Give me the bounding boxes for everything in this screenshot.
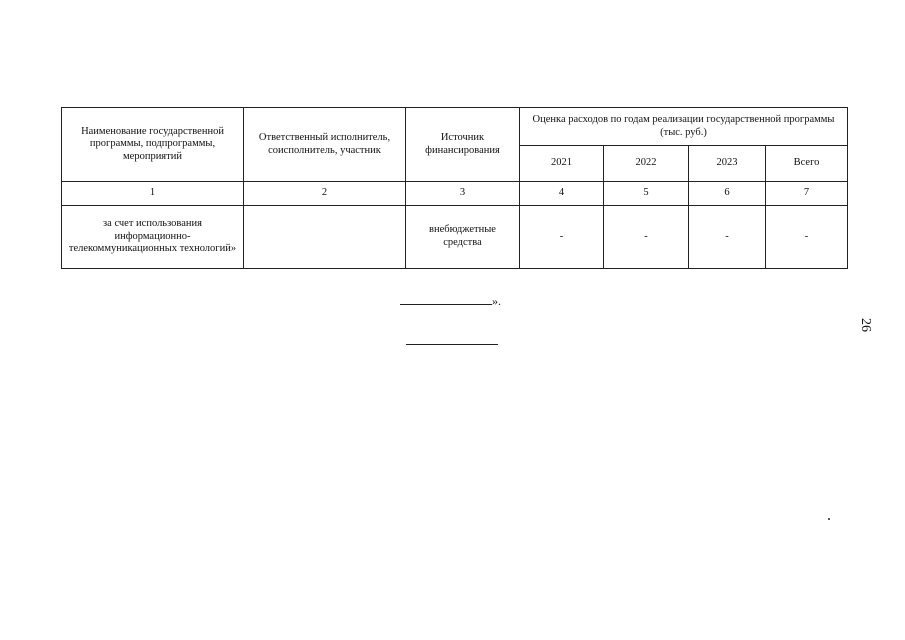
header-total: Всего xyxy=(766,146,848,182)
row-value-2023: - xyxy=(689,206,766,269)
column-number: 3 xyxy=(406,182,520,206)
column-number: 2 xyxy=(244,182,406,206)
budget-table xyxy=(61,107,848,269)
row-value-total: - xyxy=(766,206,848,269)
column-number: 6 xyxy=(689,182,766,206)
closing-quote: ». xyxy=(492,294,501,308)
page-number: 26 xyxy=(858,318,873,332)
closing-mark xyxy=(400,293,501,309)
header-expense-estimate: Оценка расходов по годам реализации государственной программы (тыс. руб.) xyxy=(520,108,848,146)
row-funding-source: внебюджетные средства xyxy=(406,206,520,269)
row-value-2021: - xyxy=(520,206,604,269)
header-year: 2022 xyxy=(604,146,689,182)
column-number: 5 xyxy=(604,182,689,206)
row-executor xyxy=(244,206,406,269)
table-row xyxy=(62,206,848,269)
end-rule xyxy=(406,344,498,345)
blank-line xyxy=(400,293,492,305)
column-number: 7 xyxy=(766,182,848,206)
column-numbers-row xyxy=(62,182,848,206)
header-program-name: Наименование государственной программы, подпрограммы, мероприятий xyxy=(62,108,244,182)
table-header-row xyxy=(62,108,848,146)
header-funding-source: Источник финансирования xyxy=(406,108,520,182)
column-number: 4 xyxy=(520,182,604,206)
header-year: 2023 xyxy=(689,146,766,182)
row-value-2022: - xyxy=(604,206,689,269)
scan-speck xyxy=(828,518,830,520)
row-program-name: за счет использования информационно-телекоммуникационных технологий» xyxy=(62,206,244,269)
header-year: 2021 xyxy=(520,146,604,182)
header-executor: Ответственный исполнитель, соисполнитель, участник xyxy=(244,108,406,182)
column-number: 1 xyxy=(62,182,244,206)
